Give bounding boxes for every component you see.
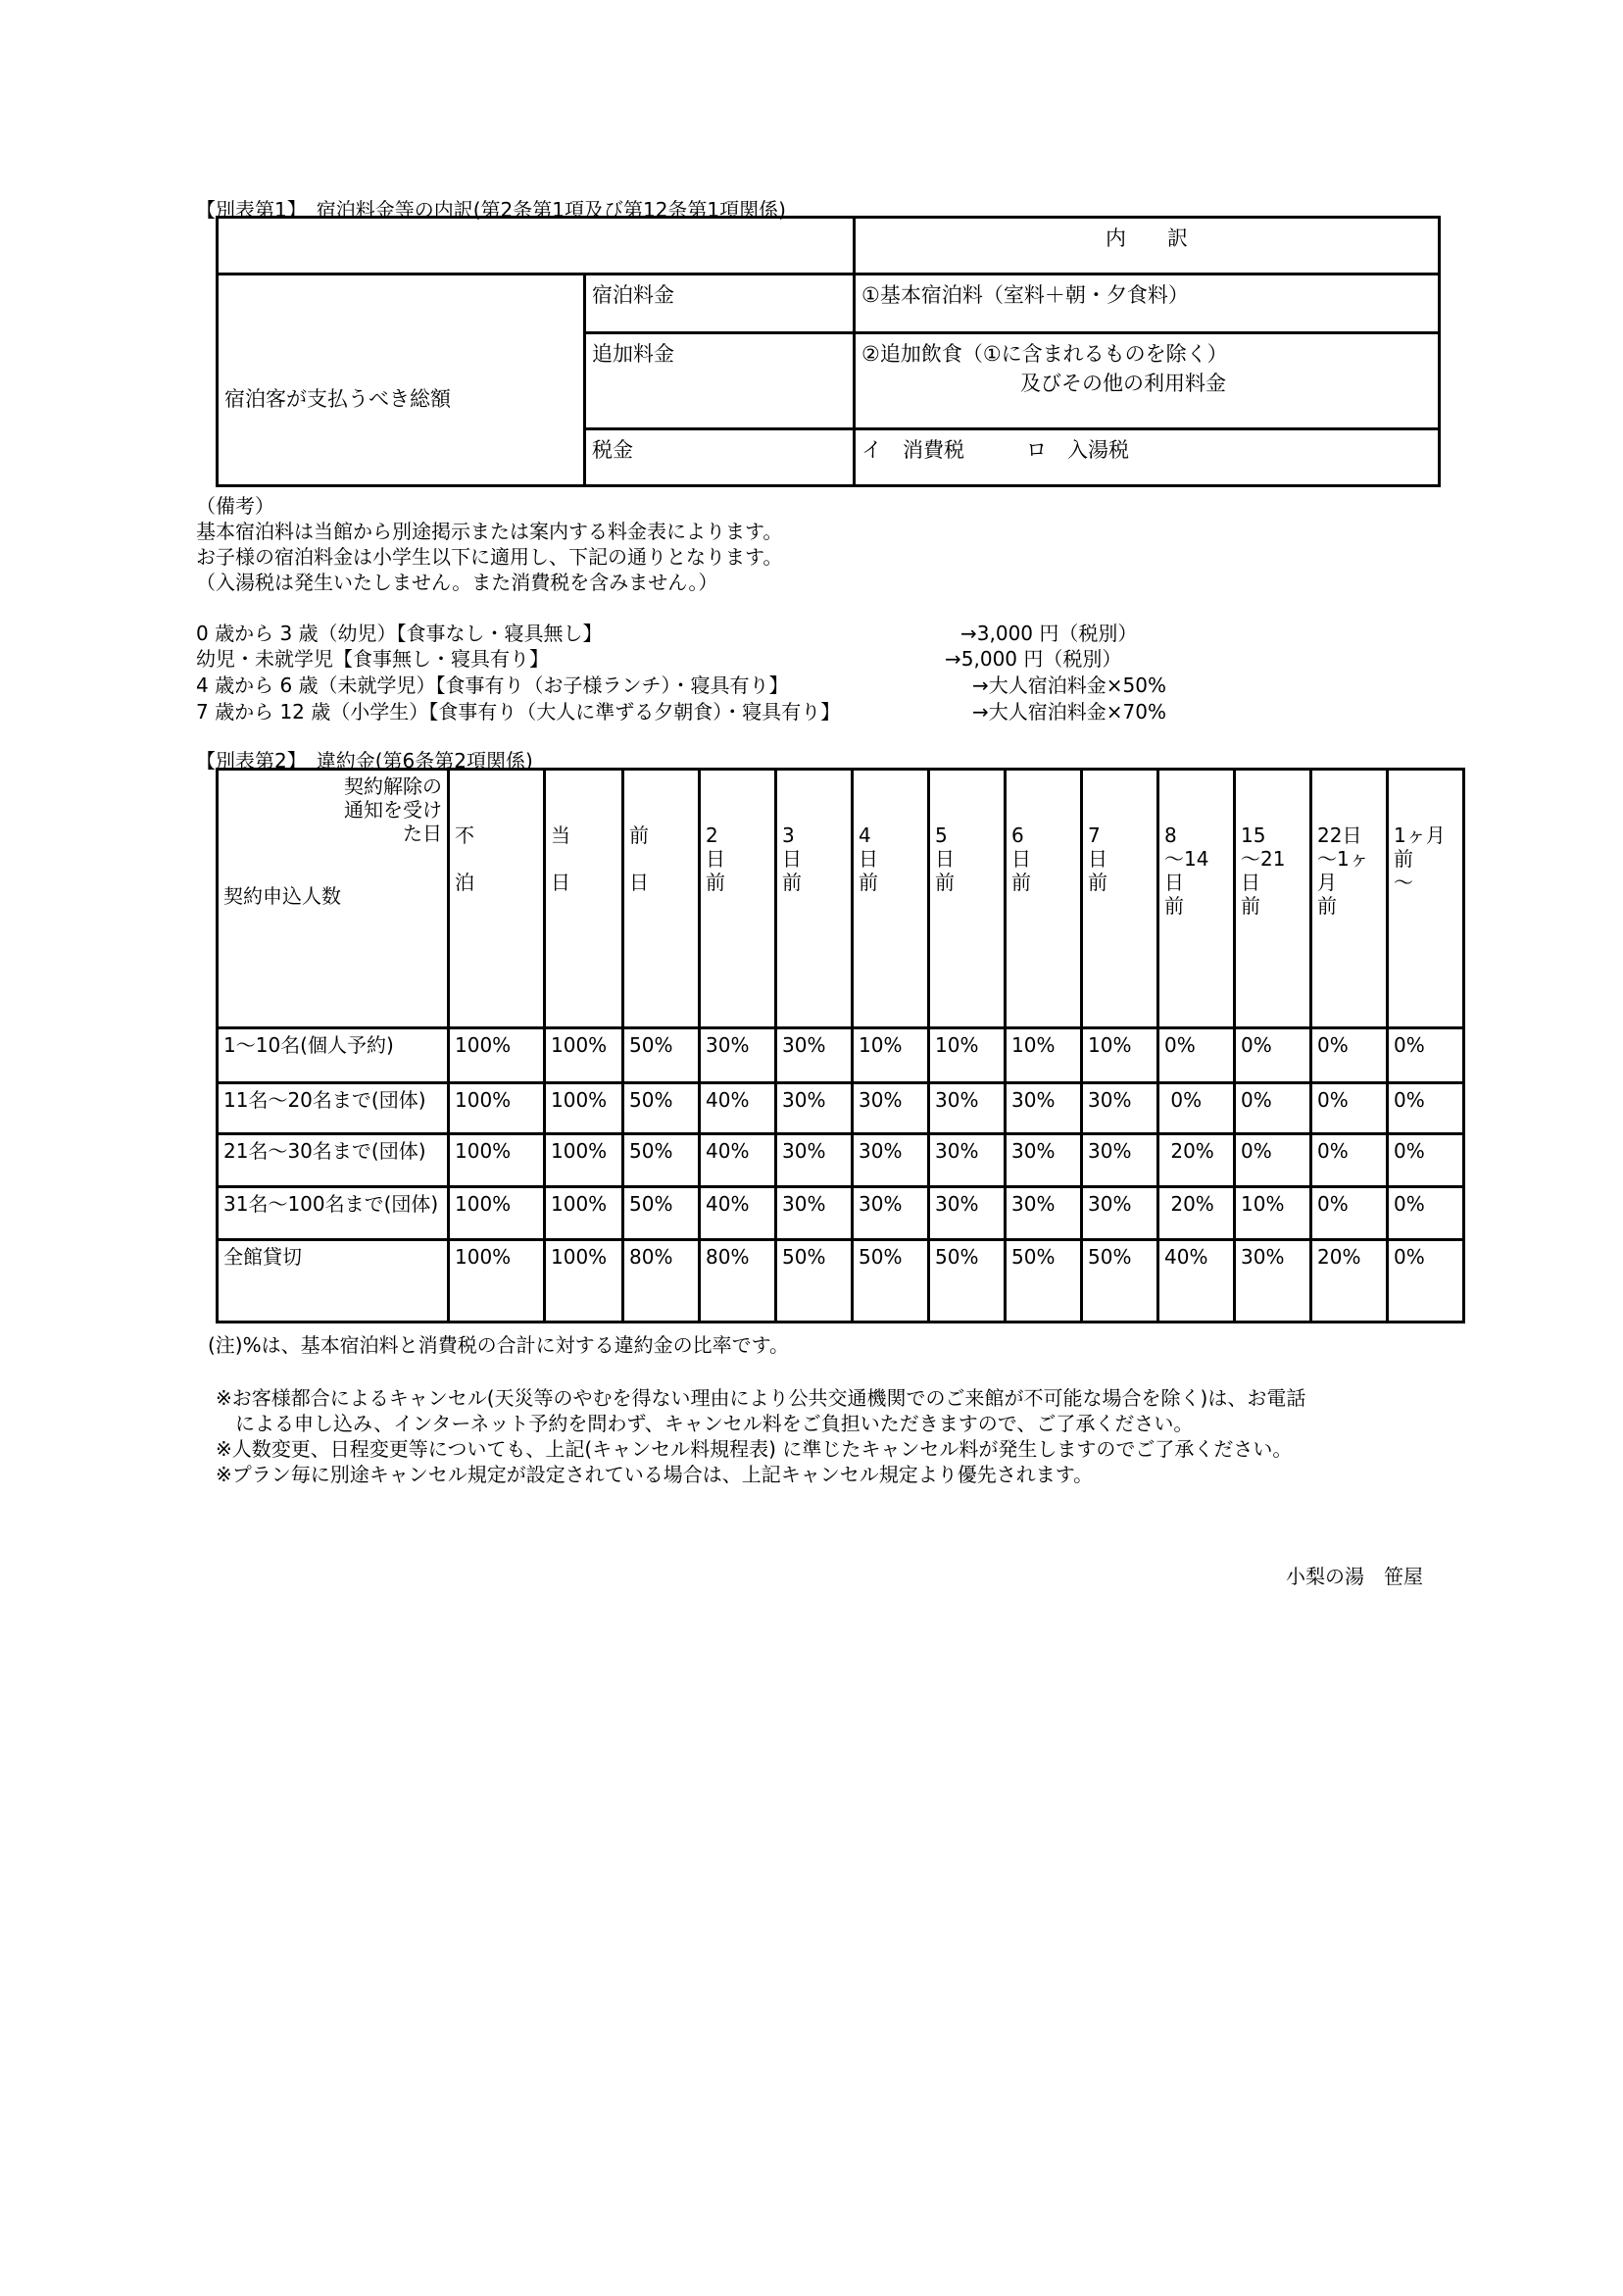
rate-cell: 30%: [1006, 1134, 1082, 1187]
rate-cell: 40%: [700, 1083, 776, 1134]
rate-cell: 100%: [545, 1134, 623, 1187]
column-header: [700, 770, 776, 1028]
fee-row-detail-line2: 及びその他の利用料金: [1020, 372, 1226, 395]
rate-cell: 100%: [545, 1187, 623, 1240]
rate-cell: 40%: [1158, 1240, 1235, 1323]
rate-cell: 20%: [1158, 1187, 1235, 1240]
column-header: [1235, 770, 1311, 1028]
rate-cell: 100%: [449, 1028, 545, 1083]
child-fee-label: 幼児・未就学児【食事無し・寝具有り】: [196, 647, 549, 671]
fee-row-detail: イ 消費税 ロ 入湯税: [855, 429, 1440, 486]
total-amount-label: 宿泊客が支払うべき総額: [218, 275, 585, 486]
rate-cell: 50%: [1082, 1240, 1158, 1323]
rate-cell: 0%: [1235, 1083, 1311, 1134]
row-label: 11名～20名まで(団体): [218, 1083, 449, 1134]
rate-cell: 20%: [1311, 1240, 1388, 1323]
rate-cell: 0%: [1388, 1134, 1464, 1187]
rate-cell: 30%: [929, 1134, 1006, 1187]
rate-cell: 0%: [1311, 1083, 1388, 1134]
cancel-note-line: ※プラン毎に別途キャンセル規定が設定されている場合は、上記キャンセル規定より優先されます。: [216, 1463, 1094, 1486]
rate-cell: 0%: [1311, 1134, 1388, 1187]
rate-cell: 10%: [1006, 1028, 1082, 1083]
table1-header-breakdown: 内 訳: [855, 218, 1440, 275]
column-header: [623, 770, 700, 1028]
notice-date-heading: 契約解除の 通知を受け た日: [344, 774, 442, 845]
rate-cell: 50%: [776, 1240, 853, 1323]
cancel-note-line: ※お客様都合によるキャンセル(天災等のやむを得ない理由により公共交通機関でのご来館が不可能な場合を除く)は、お電話: [216, 1386, 1306, 1410]
rate-cell: 10%: [929, 1028, 1006, 1083]
rate-cell: 30%: [1082, 1134, 1158, 1187]
row-label: 21名～30名まで(団体): [218, 1134, 449, 1187]
rate-cell: 100%: [449, 1187, 545, 1240]
table-row: [218, 1083, 1464, 1134]
column-header: [1006, 770, 1082, 1028]
rate-cell: 30%: [853, 1134, 929, 1187]
rate-cell: 30%: [1006, 1083, 1082, 1134]
column-header-label: 2 日 前: [706, 824, 725, 894]
rate-cell: 30%: [776, 1187, 853, 1240]
column-header-label: 5 日 前: [935, 824, 955, 894]
table-row: [218, 1187, 1464, 1240]
column-header: [545, 770, 623, 1028]
rate-cell: 50%: [623, 1187, 700, 1240]
column-header-label: 4 日 前: [859, 824, 878, 894]
column-header: [929, 770, 1006, 1028]
column-header-label: 3 日 前: [782, 824, 802, 894]
row-label: 全館貸切: [218, 1240, 449, 1323]
table2-body: [218, 1028, 1464, 1323]
child-fee-value: →3,000 円（税別）: [960, 622, 1138, 645]
rate-cell: 30%: [776, 1083, 853, 1134]
rate-cell: 30%: [700, 1028, 776, 1083]
fee-row-detail-line1: ②追加飲食（①に含まれるものを除く）: [861, 342, 1228, 366]
applicants-heading: 契約申込人数: [223, 884, 341, 908]
table-row: [218, 1028, 1464, 1083]
rate-cell: 50%: [929, 1240, 1006, 1323]
notes-line: （入湯税は発生いたしません。また消費税を含みません。）: [196, 571, 718, 594]
column-header: [776, 770, 853, 1028]
rate-cell: 0%: [1235, 1028, 1311, 1083]
notes-line: 基本宿泊料は当館から別途掲示または案内する料金表によります。: [196, 520, 783, 543]
rate-cell: 30%: [929, 1187, 1006, 1240]
column-header: [1082, 770, 1158, 1028]
rate-cell: 50%: [623, 1134, 700, 1187]
rate-cell: 30%: [1082, 1187, 1158, 1240]
rate-cell: 80%: [623, 1240, 700, 1323]
fee-row-label: 税金: [585, 429, 855, 486]
table1-header-blank: [218, 218, 855, 275]
table1-caption: 【別表第1】 宿泊料金等の内訳(第2条第1項及び第12条第1項関係): [196, 198, 786, 222]
child-fee-value: →5,000 円（税別）: [945, 647, 1122, 671]
rate-cell: 100%: [545, 1083, 623, 1134]
rate-cell: 100%: [449, 1134, 545, 1187]
rate-cell: 0%: [1158, 1028, 1235, 1083]
rate-cell: 40%: [700, 1187, 776, 1240]
signature: 小梨の湯 笹屋: [1286, 1565, 1423, 1588]
column-header: [449, 770, 545, 1028]
rate-cell: 0%: [1235, 1134, 1311, 1187]
rate-cell: 0%: [1388, 1083, 1464, 1134]
table2-corner-cell: [218, 770, 449, 1028]
notes-line: お子様の宿泊料金は小学生以下に適用し、下記の通りとなります。: [196, 545, 783, 569]
rate-cell: 100%: [545, 1028, 623, 1083]
rate-cell: 80%: [700, 1240, 776, 1323]
rate-cell: 40%: [700, 1134, 776, 1187]
notes-heading: （備考）: [196, 494, 274, 518]
rate-cell: 100%: [449, 1240, 545, 1323]
column-header: [1388, 770, 1464, 1028]
rate-cell: 30%: [1082, 1083, 1158, 1134]
column-header-label: 1ヶ月 前 ～: [1394, 824, 1446, 894]
rate-cell: 10%: [1235, 1187, 1311, 1240]
row-label: 31名～100名まで(団体): [218, 1187, 449, 1240]
rate-cell: 10%: [853, 1028, 929, 1083]
column-header-label: 不 泊: [455, 824, 474, 894]
accommodation-fee-table: [216, 216, 1441, 487]
column-header-label: 6 日 前: [1011, 824, 1031, 894]
rate-cell: 10%: [1082, 1028, 1158, 1083]
rate-cell: 0%: [1311, 1028, 1388, 1083]
column-header: [1311, 770, 1388, 1028]
rate-cell: 50%: [1006, 1240, 1082, 1323]
child-fee-value: →大人宿泊料金×50%: [972, 674, 1166, 697]
rate-cell: 0%: [1388, 1028, 1464, 1083]
rate-cell: 0%: [1311, 1187, 1388, 1240]
cancellation-fee-table: [216, 768, 1465, 1323]
table-row: [218, 1134, 1464, 1187]
rate-cell: 30%: [853, 1187, 929, 1240]
column-header-label: 22日 ～1ヶ 月 前: [1317, 824, 1369, 918]
fee-row-detail: ①基本宿泊料（室料＋朝・夕食料）: [855, 275, 1440, 333]
child-fee-label: 7 歳から 12 歳（小学生）【食事有り（大人に準ずる夕朝食）・寝具有り】: [196, 700, 841, 724]
rate-cell: 50%: [853, 1240, 929, 1323]
rate-cell: 30%: [776, 1028, 853, 1083]
child-fee-label: 0 歳から 3 歳（幼児）【食事なし・寝具無し】: [196, 622, 603, 645]
rate-cell: 0%: [1388, 1187, 1464, 1240]
fee-row-label: 宿泊料金: [585, 275, 855, 333]
column-header-label: 7 日 前: [1088, 824, 1107, 894]
row-label: 1～10名(個人予約): [218, 1028, 449, 1083]
rate-cell: 30%: [929, 1083, 1006, 1134]
rate-cell: 0%: [1388, 1240, 1464, 1323]
column-header-label: 8 ～14 日 前: [1164, 824, 1209, 918]
rate-cell: 30%: [1235, 1240, 1311, 1323]
table2-caption: 【別表第2】 違約金(第6条第2項関係): [196, 749, 533, 773]
child-fee-value: →大人宿泊料金×70%: [972, 700, 1166, 724]
cancel-note-line: による申し込み、インターネット予約を問わず、キャンセル料をご負担いただきますので、ご了承ください。: [216, 1412, 1194, 1435]
rate-cell: 0%: [1158, 1083, 1235, 1134]
rate-cell: 100%: [545, 1240, 623, 1323]
column-header: [1158, 770, 1235, 1028]
fee-row-label: 追加料金: [585, 333, 855, 429]
column-header: [853, 770, 929, 1028]
rate-cell: 50%: [623, 1083, 700, 1134]
fee-row-detail: [855, 333, 1440, 429]
rate-cell: 50%: [623, 1028, 700, 1083]
rate-cell: 30%: [776, 1134, 853, 1187]
table2-footnote: (注)%は、基本宿泊料と消費税の合計に対する違約金の比率です。: [208, 1333, 790, 1357]
rate-cell: 30%: [853, 1083, 929, 1134]
column-header-label: 前 日: [629, 824, 649, 894]
table-row: [218, 1240, 1464, 1323]
rate-cell: 20%: [1158, 1134, 1235, 1187]
rate-cell: 100%: [449, 1083, 545, 1134]
child-fee-label: 4 歳から 6 歳（未就学児）【食事有り（お子様ランチ）・寝具有り】: [196, 674, 789, 697]
column-header-label: 15 ～21 日 前: [1241, 824, 1286, 918]
column-header-label: 当 日: [551, 824, 570, 894]
cancel-note-line: ※人数変更、日程変更等についても、上記(キャンセル料規程表) に準じたキャンセル料が発生しますのでご了承ください。: [216, 1437, 1293, 1461]
rate-cell: 30%: [1006, 1187, 1082, 1240]
